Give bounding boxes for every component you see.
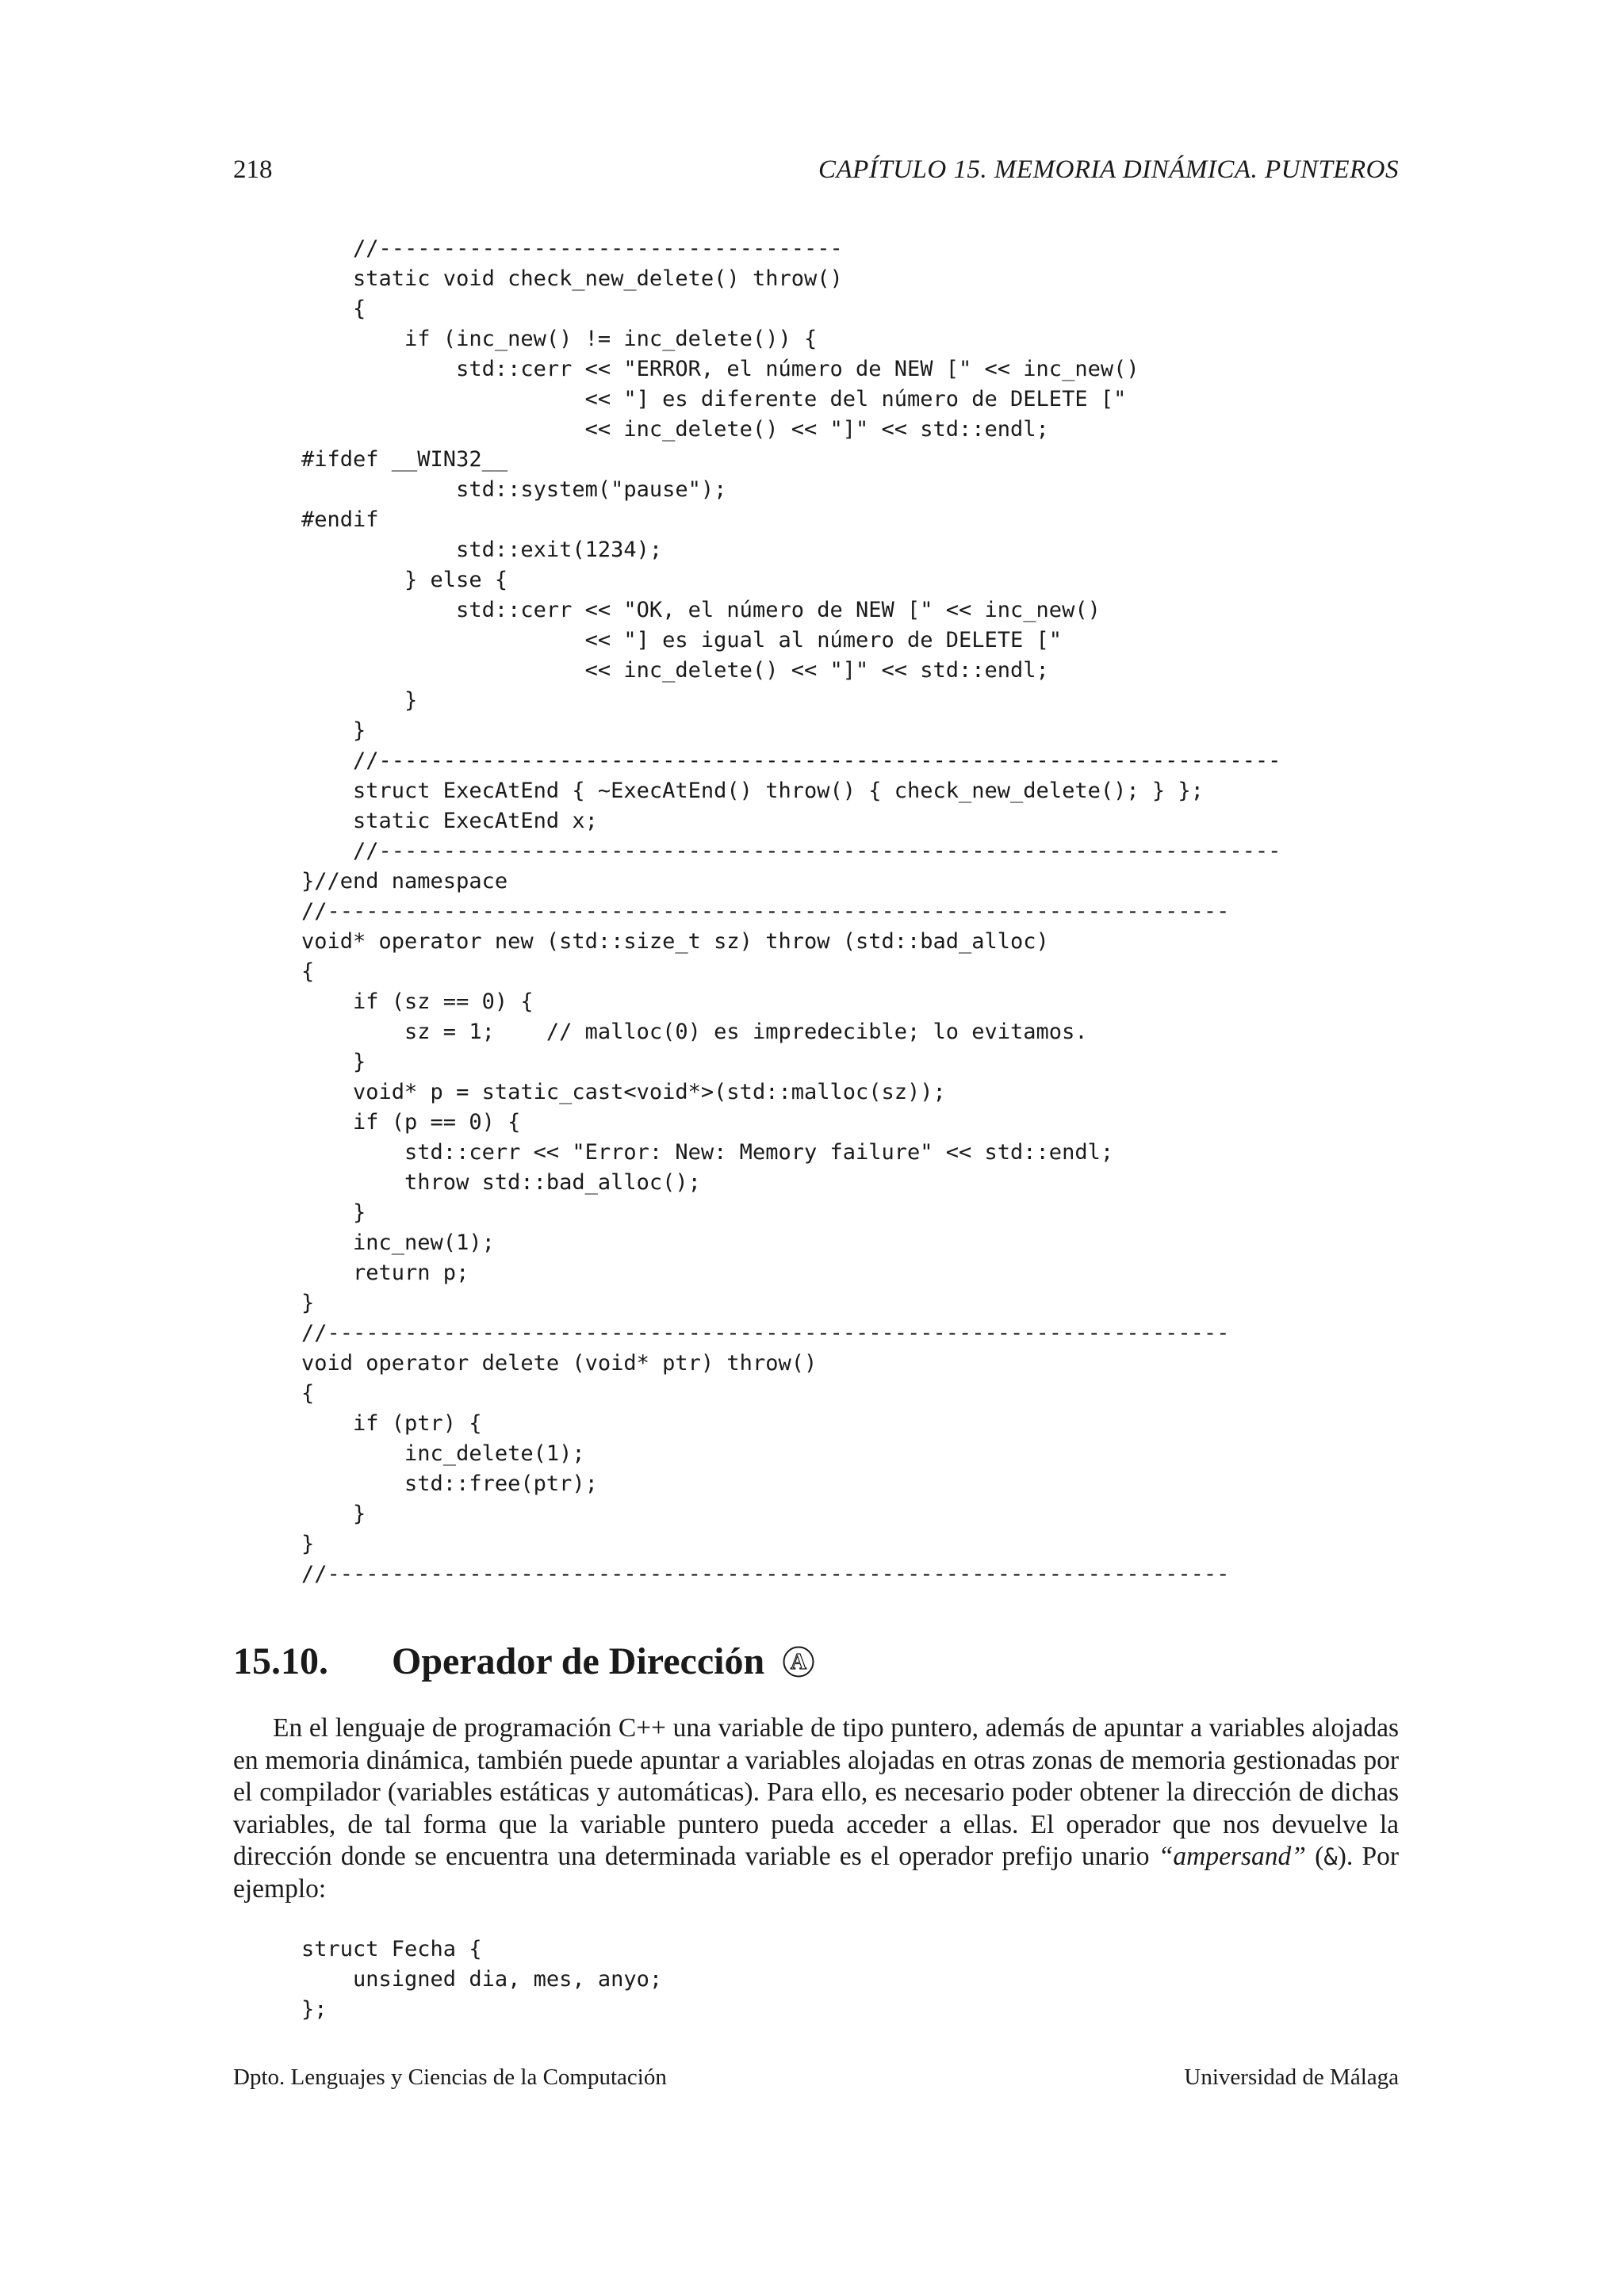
code-line: #ifdef __WIN32__ [301, 447, 508, 472]
advanced-topic-icon [782, 1645, 815, 1678]
chapter-title: CAPÍTULO 15. MEMORIA DINÁMICA. PUNTEROS [818, 155, 1399, 184]
code-line: { [301, 959, 315, 984]
code-line: struct ExecAtEnd { ~ExecAtEnd() throw() { check_new_delete(); } }; [301, 779, 1204, 803]
code-line: } else { [301, 568, 508, 592]
paragraph-text-after: ). Por ejemplo: [233, 1842, 1399, 1904]
code-line: if (p == 0) { [301, 1110, 521, 1135]
code-line: << inc_delete() << "]" << std::endl; [301, 658, 1049, 683]
code-line: void* operator new (std::size_t sz) throw (std::bad_alloc) [301, 929, 1049, 954]
code-line: << "] es diferente del número de DELETE [" [301, 387, 1127, 411]
code-listing-example [301, 1934, 662, 2025]
page-header [233, 155, 1399, 195]
code-line: //---------------------------------------------------------------------- [301, 1562, 1230, 1586]
code-line: if (inc_new() != inc_delete()) { [301, 327, 818, 351]
code-line: //---------------------------------------------------------------------- [301, 839, 1281, 863]
code-listing-main [301, 234, 1281, 1590]
code-line: } [301, 1050, 366, 1074]
code-line: static ExecAtEnd x; [301, 809, 598, 833]
code-line: //---------------------------------------------------------------------- [301, 748, 1281, 773]
footer-university: Universidad de Málaga [1184, 2064, 1399, 2090]
code-line: } [301, 1200, 366, 1225]
code-line: } [301, 718, 366, 743]
code-line: //---------------------------------------------------------------------- [301, 1321, 1230, 1345]
code-line: << "] es igual al número de DELETE [" [301, 628, 1063, 652]
advanced-topic-letter: A [791, 1650, 807, 1674]
code-line: { [301, 297, 366, 321]
code-line: std::cerr << "ERROR, el número de NEW [" << inc_new() [301, 357, 1139, 381]
code-line: }//end namespace [301, 869, 508, 894]
code-line: if (sz == 0) { [301, 989, 534, 1014]
code-line: std::cerr << "OK, el número de NEW [" << inc_new() [301, 598, 1101, 622]
code-line: #endif [301, 507, 379, 532]
code-line: //---------------------------------------------------------------------- [301, 899, 1230, 924]
code-line: }; [301, 1997, 327, 2022]
code-line: unsigned dia, mes, anyo; [301, 1967, 663, 1992]
section-title-text: Operador de Dirección [392, 1640, 765, 1682]
code-line: } [301, 1502, 366, 1526]
code-line: throw std::bad_alloc(); [301, 1170, 701, 1195]
code-line: std::free(ptr); [301, 1471, 598, 1496]
code-line: std::system("pause"); [301, 477, 727, 502]
paragraph-code-open: ( [1305, 1842, 1324, 1871]
code-line: } [301, 688, 418, 713]
code-line: inc_delete(1); [301, 1441, 585, 1466]
code-line: return p; [301, 1261, 469, 1285]
code-line: } [301, 1291, 315, 1315]
code-line: void operator delete (void* ptr) throw() [301, 1351, 818, 1376]
code-line: struct Fecha { [301, 1937, 482, 1961]
code-line: void* p = static_cast<void*>(std::malloc(sz)); [301, 1080, 946, 1104]
section-heading [233, 1640, 815, 1683]
paragraph-text-before: En el lenguaje de programación C++ una variable de tipo puntero, además de apuntar a variables alojadas en memoria dinámica, también puede apuntar a variables alojadas en otras zonas de memoria gestionadas por el compilador (variables estáticas y automáticas). Para ello, es necesario poder obtener la dirección de dichas variables, de tal forma que la variable puntero pueda acceder a ellas. El operador que nos devuelve la dirección donde se encuentra una determinada variable es el operador prefijo unario [233, 1713, 1399, 1871]
section-number: 15.10. [233, 1640, 328, 1682]
code-line: { [301, 1381, 315, 1406]
paragraph-emphasis: “ampersand” [1158, 1842, 1306, 1871]
page-number: 218 [233, 155, 273, 184]
footer-department: Dpto. Lenguajes y Ciencias de la Computación [233, 2064, 667, 2090]
code-line: sz = 1; // malloc(0) es impredecible; lo evitamos. [301, 1020, 1088, 1044]
code-line: static void check_new_delete() throw() [301, 266, 843, 291]
code-line: //------------------------------------ [301, 236, 843, 261]
code-line: std::cerr << "Error: New: Memory failure" << std::endl; [301, 1140, 1114, 1165]
body-paragraph [233, 1712, 1399, 1905]
code-line: << inc_delete() << "]" << std::endl; [301, 417, 1049, 442]
code-line: inc_new(1); [301, 1230, 495, 1255]
code-line: std::exit(1234); [301, 538, 663, 562]
code-line: if (ptr) { [301, 1411, 482, 1436]
code-line: } [301, 1532, 315, 1556]
paragraph-code-symbol: & [1323, 1843, 1338, 1870]
